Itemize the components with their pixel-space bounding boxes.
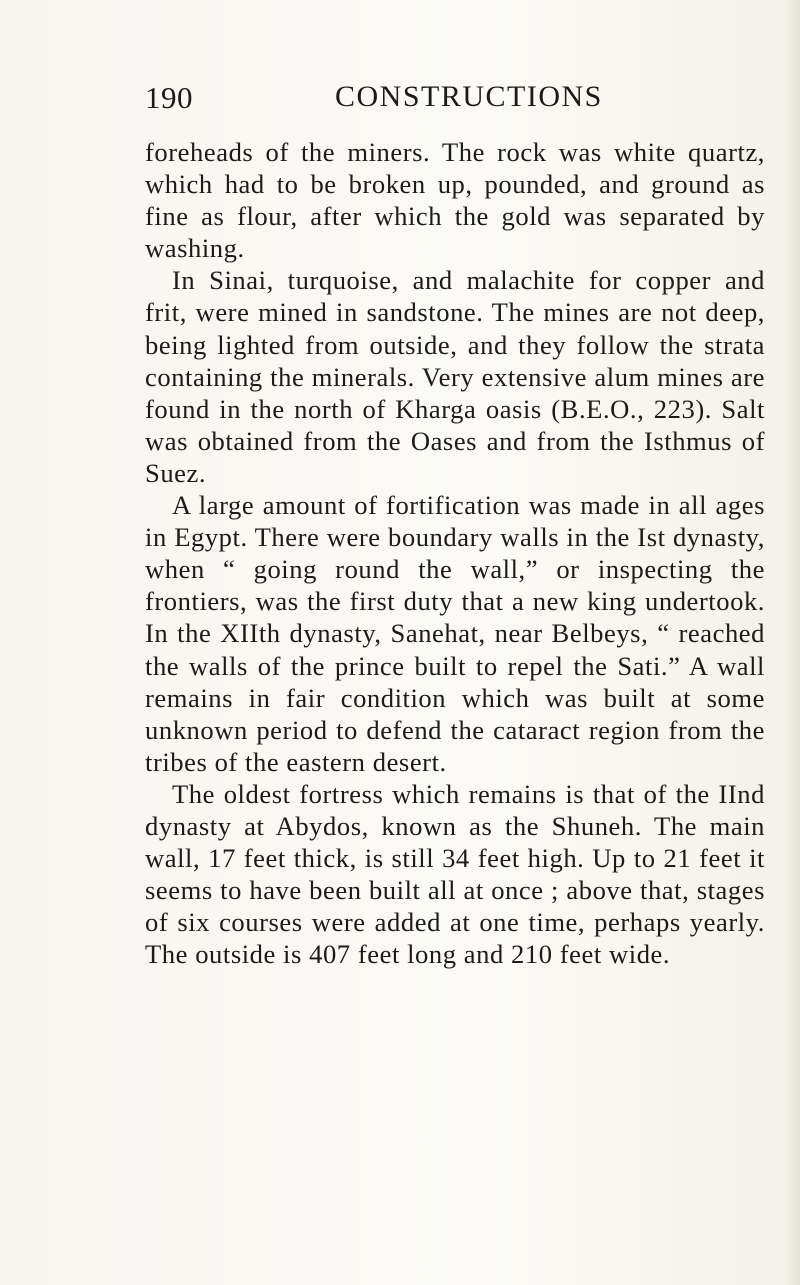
- paragraph-2: In Sinai, turquoise, and malachite for copper and frit, were mined in sandstone. The mines are not deep, being lighted from outside, and they follow the strata containing the minerals. Very extensive alum mines are found in the north of Kharga oasis (B.E.O., 223). Salt was obtained from the Oases and from the Isthmus of Suez.: [145, 265, 765, 488]
- paragraph-1: foreheads of the miners. The rock was white quartz, which had to be broken up, pounded, and ground as fine as flour, after which the gold was separated by washing.: [145, 137, 765, 264]
- running-head: [145, 80, 755, 124]
- page-number: 190: [145, 80, 193, 115]
- page-edge-shadow: [782, 0, 800, 1285]
- body-text: [145, 136, 765, 970]
- paragraph-4: The oldest fortress which remains is that of the IInd dynasty at Abydos, known as the Shuneh. The main wall, 17 feet thick, is still 34 feet high. Up to 21 feet it seems to have been built all at once ; above that, stages of six courses were added at one time, perhaps yearly. The outside is 407 feet long and 210 feet wide.: [145, 778, 765, 970]
- running-title: CONSTRUCTIONS: [335, 80, 603, 113]
- paragraph-3: A large amount of fortification was made in all ages in Egypt. There were boundary walls in the Ist dynasty, when “ going round the wall,” or inspecting the frontiers, was the first duty that a new king undertook. In the XIIth dynasty, Sanehat, near Belbeys, “ reached the walls of the prince built to repel the Sati.” A wall remains in fair condition which was built at some unknown period to defend the cataract region from the tribes of the eastern desert.: [145, 490, 765, 777]
